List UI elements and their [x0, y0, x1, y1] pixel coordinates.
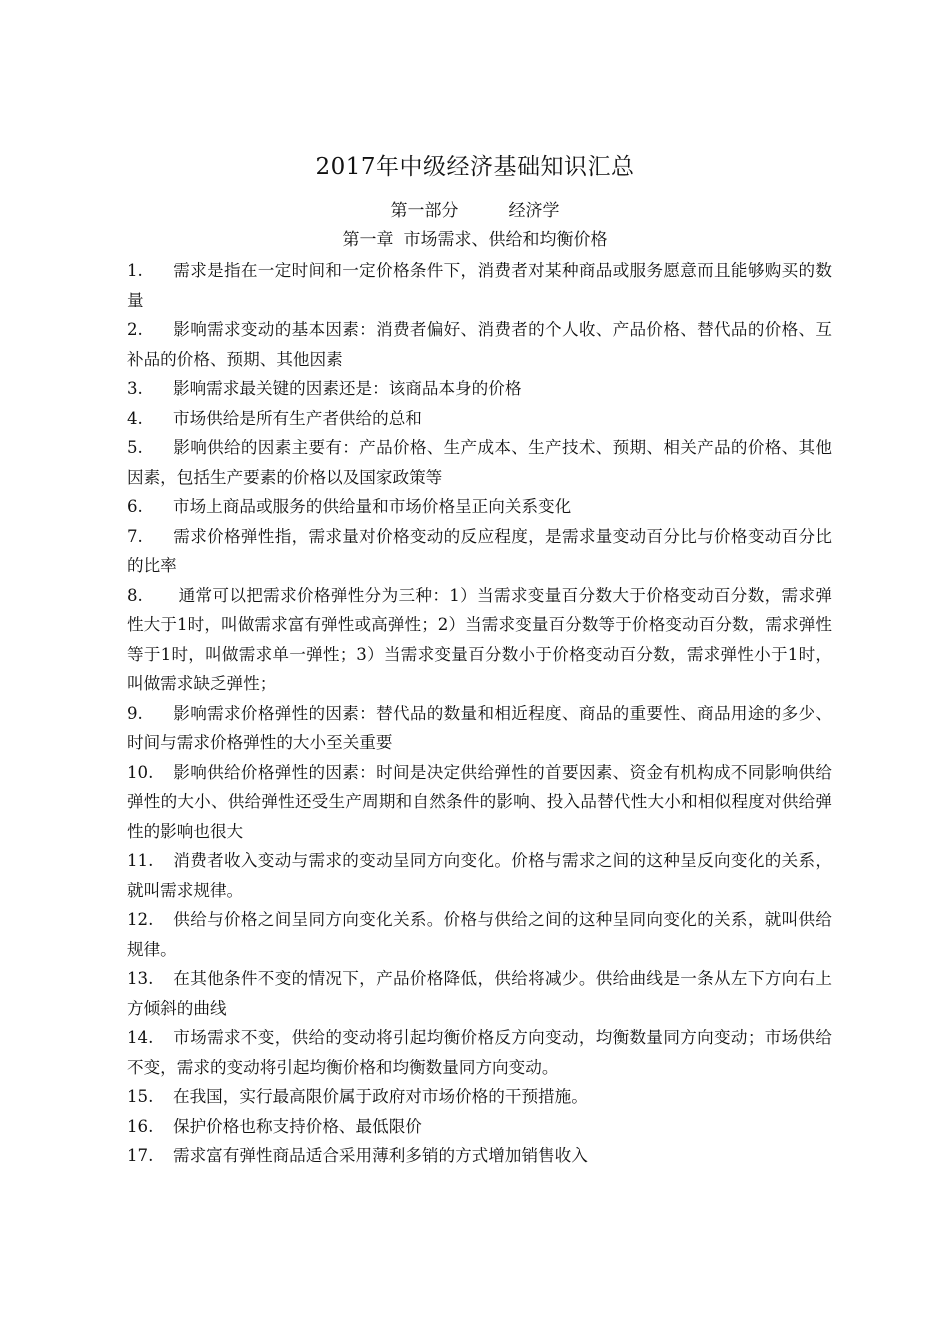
list-item-number: 16. — [127, 1116, 154, 1136]
list-item-text: 需求价格弹性指，需求量对价格变动的反应程度，是需求量变动百分比与价格变动百分比的比率 — [127, 526, 832, 575]
list-item-number: 8. — [127, 585, 143, 605]
list-item-number: 7. — [127, 526, 143, 546]
document-title: 2017年中级经济基础知识汇总 — [315, 154, 635, 180]
list-item-number: 17. — [127, 1146, 154, 1165]
list-item — [127, 404, 832, 434]
list-item-number: 6. — [127, 497, 143, 516]
list-item-number: 4. — [127, 408, 143, 428]
list-item-text: 影响需求变动的基本因素：消费者偏好、消费者的个人收、产品价格、替代品的价格、互补品的价格、预期、其他因素 — [127, 320, 832, 369]
part-name: 经济学 — [508, 201, 560, 221]
list-item-number: 1. — [127, 261, 143, 280]
list-item-text: 影响需求价格弹性的因素：替代品的数量和相近程度、商品的重要性、商品用途的多少、时间与需求价格弹性的大小至关重要 — [127, 703, 832, 752]
list-item — [127, 256, 832, 315]
list-item — [127, 758, 832, 847]
list-item-number: 2. — [127, 320, 143, 339]
list-item — [127, 1112, 832, 1142]
list-item-number: 3. — [127, 379, 143, 398]
list-item — [127, 1141, 832, 1171]
list-item-number: 5. — [127, 438, 143, 457]
list-item-text: 在其他条件不变的情况下，产品价格降低，供给将减少。供给曲线是一条从左下方向右上方倾斜的曲线 — [127, 969, 832, 1018]
list-item-text: 保护价格也称支持价格、最低限价 — [173, 1116, 422, 1136]
list-item-text: 市场上商品或服务的供给量和市场价格呈正向关系变化 — [173, 497, 572, 516]
list-item — [127, 374, 832, 404]
list-item-text: 影响供给的因素主要有：产品价格、生产成本、生产技术、预期、相关产品的价格、其他因素，包括生产要素的价格以及国家政策等 — [127, 438, 832, 487]
list-item-number: 12. — [127, 910, 154, 929]
chapter-heading — [0, 227, 950, 253]
list-item-text: 需求富有弹性商品适合采用薄利多销的方式增加销售收入 — [173, 1146, 588, 1165]
list-item — [127, 581, 832, 699]
list-item-text: 消费者收入变动与需求的变动呈同方向变化。价格与需求之间的这种呈反向变化的关系，就叫需求规律。 — [127, 851, 832, 900]
list-item-text: 通常可以把需求价格弹性分为三种：1）当需求变量百分数大于价格变动百分数，需求弹性大于1时，叫做需求富有弹性或高弹性；2）当需求变量百分数等于价格变动百分数，需求弹性等于1时，叫做需求单一弹性；3）当需求变量百分数小于价格变动百分数，需求弹性小于1时，叫做需求缺乏弹性； — [127, 585, 832, 693]
list-item-text: 在我国，实行最高限价属于政府对市场价格的干预措施。 — [173, 1087, 588, 1106]
list-item-number: 14. — [127, 1028, 154, 1047]
list-item-text: 影响供给价格弹性的因素：时间是决定供给弹性的首要因素、资金有机构成不同影响供给弹性的大小、供给弹性还受生产周期和自然条件的影响、投入品替代性大小和相似程度对供给弹性的影响也很大 — [127, 762, 832, 841]
list-item-text: 需求是指在一定时间和一定价格条件下，消费者对某种商品或服务愿意而且能够购买的数量 — [127, 261, 832, 310]
chapter-name: 市场需求、供给和均衡价格 — [403, 230, 608, 250]
list-item-number: 9. — [127, 703, 143, 723]
list-item-text: 供给与价格之间呈同方向变化关系。价格与供给之间的这种呈同向变化的关系，就叫供给规律。 — [127, 910, 832, 959]
knowledge-list — [127, 256, 832, 1171]
part-label: 第一部分 — [390, 201, 459, 221]
chapter-label: 第一章 — [342, 230, 394, 250]
list-item-text: 市场需求不变，供给的变动将引起均衡价格反方向变动，均衡数量同方向变动；市场供给不变，需求的变动将引起均衡价格和均衡数量同方向变动。 — [127, 1028, 832, 1077]
list-item — [127, 492, 832, 522]
list-item-number: 11. — [127, 851, 154, 870]
list-item-number: 13. — [127, 969, 154, 988]
list-item — [127, 315, 832, 374]
part-heading — [0, 198, 950, 224]
list-item — [127, 433, 832, 492]
list-item-number: 15. — [127, 1087, 154, 1106]
list-item — [127, 1023, 832, 1082]
list-item — [127, 905, 832, 964]
list-item-number: 10. — [127, 762, 154, 782]
list-item-text: 影响需求最关键的因素还是：该商品本身的价格 — [173, 379, 522, 398]
list-item — [127, 964, 832, 1023]
list-item — [127, 522, 832, 581]
list-item-text: 市场供给是所有生产者供给的总和 — [173, 408, 422, 428]
list-item — [127, 699, 832, 758]
list-item — [127, 846, 832, 905]
list-item — [127, 1082, 832, 1112]
